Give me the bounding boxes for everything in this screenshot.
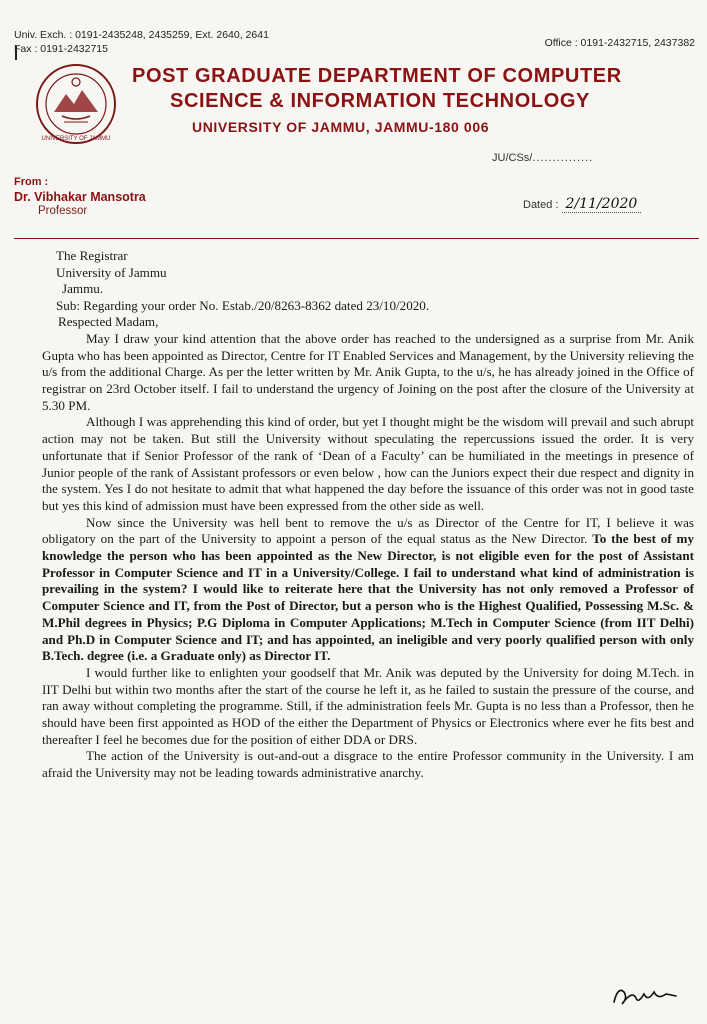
paragraph-1: May I draw your kind attention that the above order has reached to the undersigned as a surprise from Mr. Anik Gupta who has been appointed as Director, Centre for IT Enabled Services and Management, by the University relieving the u/s from the additional Charge. As per the letter written by Mr. Anik Gupta, to the u/s, he has already joined in the Office of registrar on 23rd October itself. I fail to understand the urgency of Joining on the post after the closure of the University at 5.30 PM. [42,330,694,413]
subject-line: Sub: Regarding your order No. Estab./20/8263-8362 dated 23/10/2020. [56,297,430,313]
paragraph-4: I would further like to enlighten your goodself that Mr. Anik was deputed by the University for doing M.Tech. in IIT Delhi but within two months after the start of the course he left it, as he failed to sustain the pressure of the course, and ran away without completing the programme. Still, if the administration feels Mr. Gupta is no less than a Professor, then he should have been first appointed as HOD of the either the Department of Physics or Electronics where ever he fits best and thereafter I feel he becomes due for the position of either DDA or DRS. [42,664,694,747]
contact-left [14,28,269,56]
paragraph-2: Although I was apprehending this kind of order, but yet I thought might be the wisdom will prevail and such abrupt action may not be taken. But still the University without speculating the repercussions issued the order. It is very unfortunate that if Senior Professor of the rank of ‘Dean of a Faculty’ can be humiliated in the meetings in presence of Junior people of the rank of Assistant professors or even below , how can the Juniors expect their due respect and dignity in the system. Yes I do not hesitate to admit that what happened the day before the issuance of this order was not in good taste but yes this kind of admission must have been expressed from the other side as well. [42,414,694,513]
letter-body [42,248,694,782]
header-divider [14,238,699,239]
univ-exchange-number: Univ. Exch. : 0191-2435248, 2435259, Ext. 2640, 2641 [14,29,269,41]
university-seal-icon [34,60,118,148]
recipient-address [42,248,694,298]
department-title-line2: SCIENCE & INFORMATION TECHNOLOGY [170,90,590,112]
letterhead [132,64,692,137]
reference-number [492,152,702,164]
address-line: University of Jammu [56,264,167,280]
handwritten-signature [610,982,680,1012]
sender-name: Dr. Vibhakar Mansotra [14,190,146,204]
university-address: UNIVERSITY OF JAMMU, JAMMU-180 006 [192,119,490,135]
paragraph-3 [42,515,694,665]
paragraph-3-normal: Now since the University was hell bent to remove the u/s as Director of the Centre for IT, I believe it was obligatory on the part of the University to appoint a person of the equal status as the New Director. [42,514,694,547]
paragraph-3-bold: To the best of my knowledge the person who has been appointed as the New Director, is not eligible even for the post of Assistant Professor in Computer Science and IT in a University/College. I fail to understand what kind of administration is prevailing in the system? I would like to reiterate here that the University has not only removed a Professor of Computer Science and IT, from the Post of Director, but a person who is the Highest Qualified, Possessing M.Sc. & M.Phil degrees in Physics; P.G Diploma in Computer Applications; M.Tech in Computer Science (from IIT Delhi) and Ph.D in Computer Science and IT; and has appointed, an ineligible and very poorly qualified person with only B.Tech. degree (i.e. a Graduate only) as Director IT. [42,531,694,664]
paragraph-5: The action of the University is out-and-out a disgrace to the entire Professor community in the University. I am afraid the University may not be leading towards administrative anarchy. [42,748,694,781]
reference-dots: ............... [532,152,594,164]
department-title-line1: POST GRADUATE DEPARTMENT OF COMPUTER [132,65,622,87]
fax-number: Fax : 0191-2432715 [14,43,108,55]
dated-label: Dated : [523,199,559,211]
sender-title: Professor [38,205,88,217]
reference-label: JU/CSs/ [492,152,533,164]
from-label: From : [14,176,49,188]
svg-text:UNIVERSITY OF JAMMU: UNIVERSITY OF JAMMU [41,136,111,142]
salutation: Respected Madam, [58,314,159,330]
dated-value: 2/11/2020 [562,196,642,213]
address-line: Jammu. [62,281,104,296]
address-line: The Registrar [56,248,128,263]
from-block [14,176,146,217]
dated-field [523,196,641,212]
office-number: Office : 0191-2432715, 2437382 [544,37,695,49]
